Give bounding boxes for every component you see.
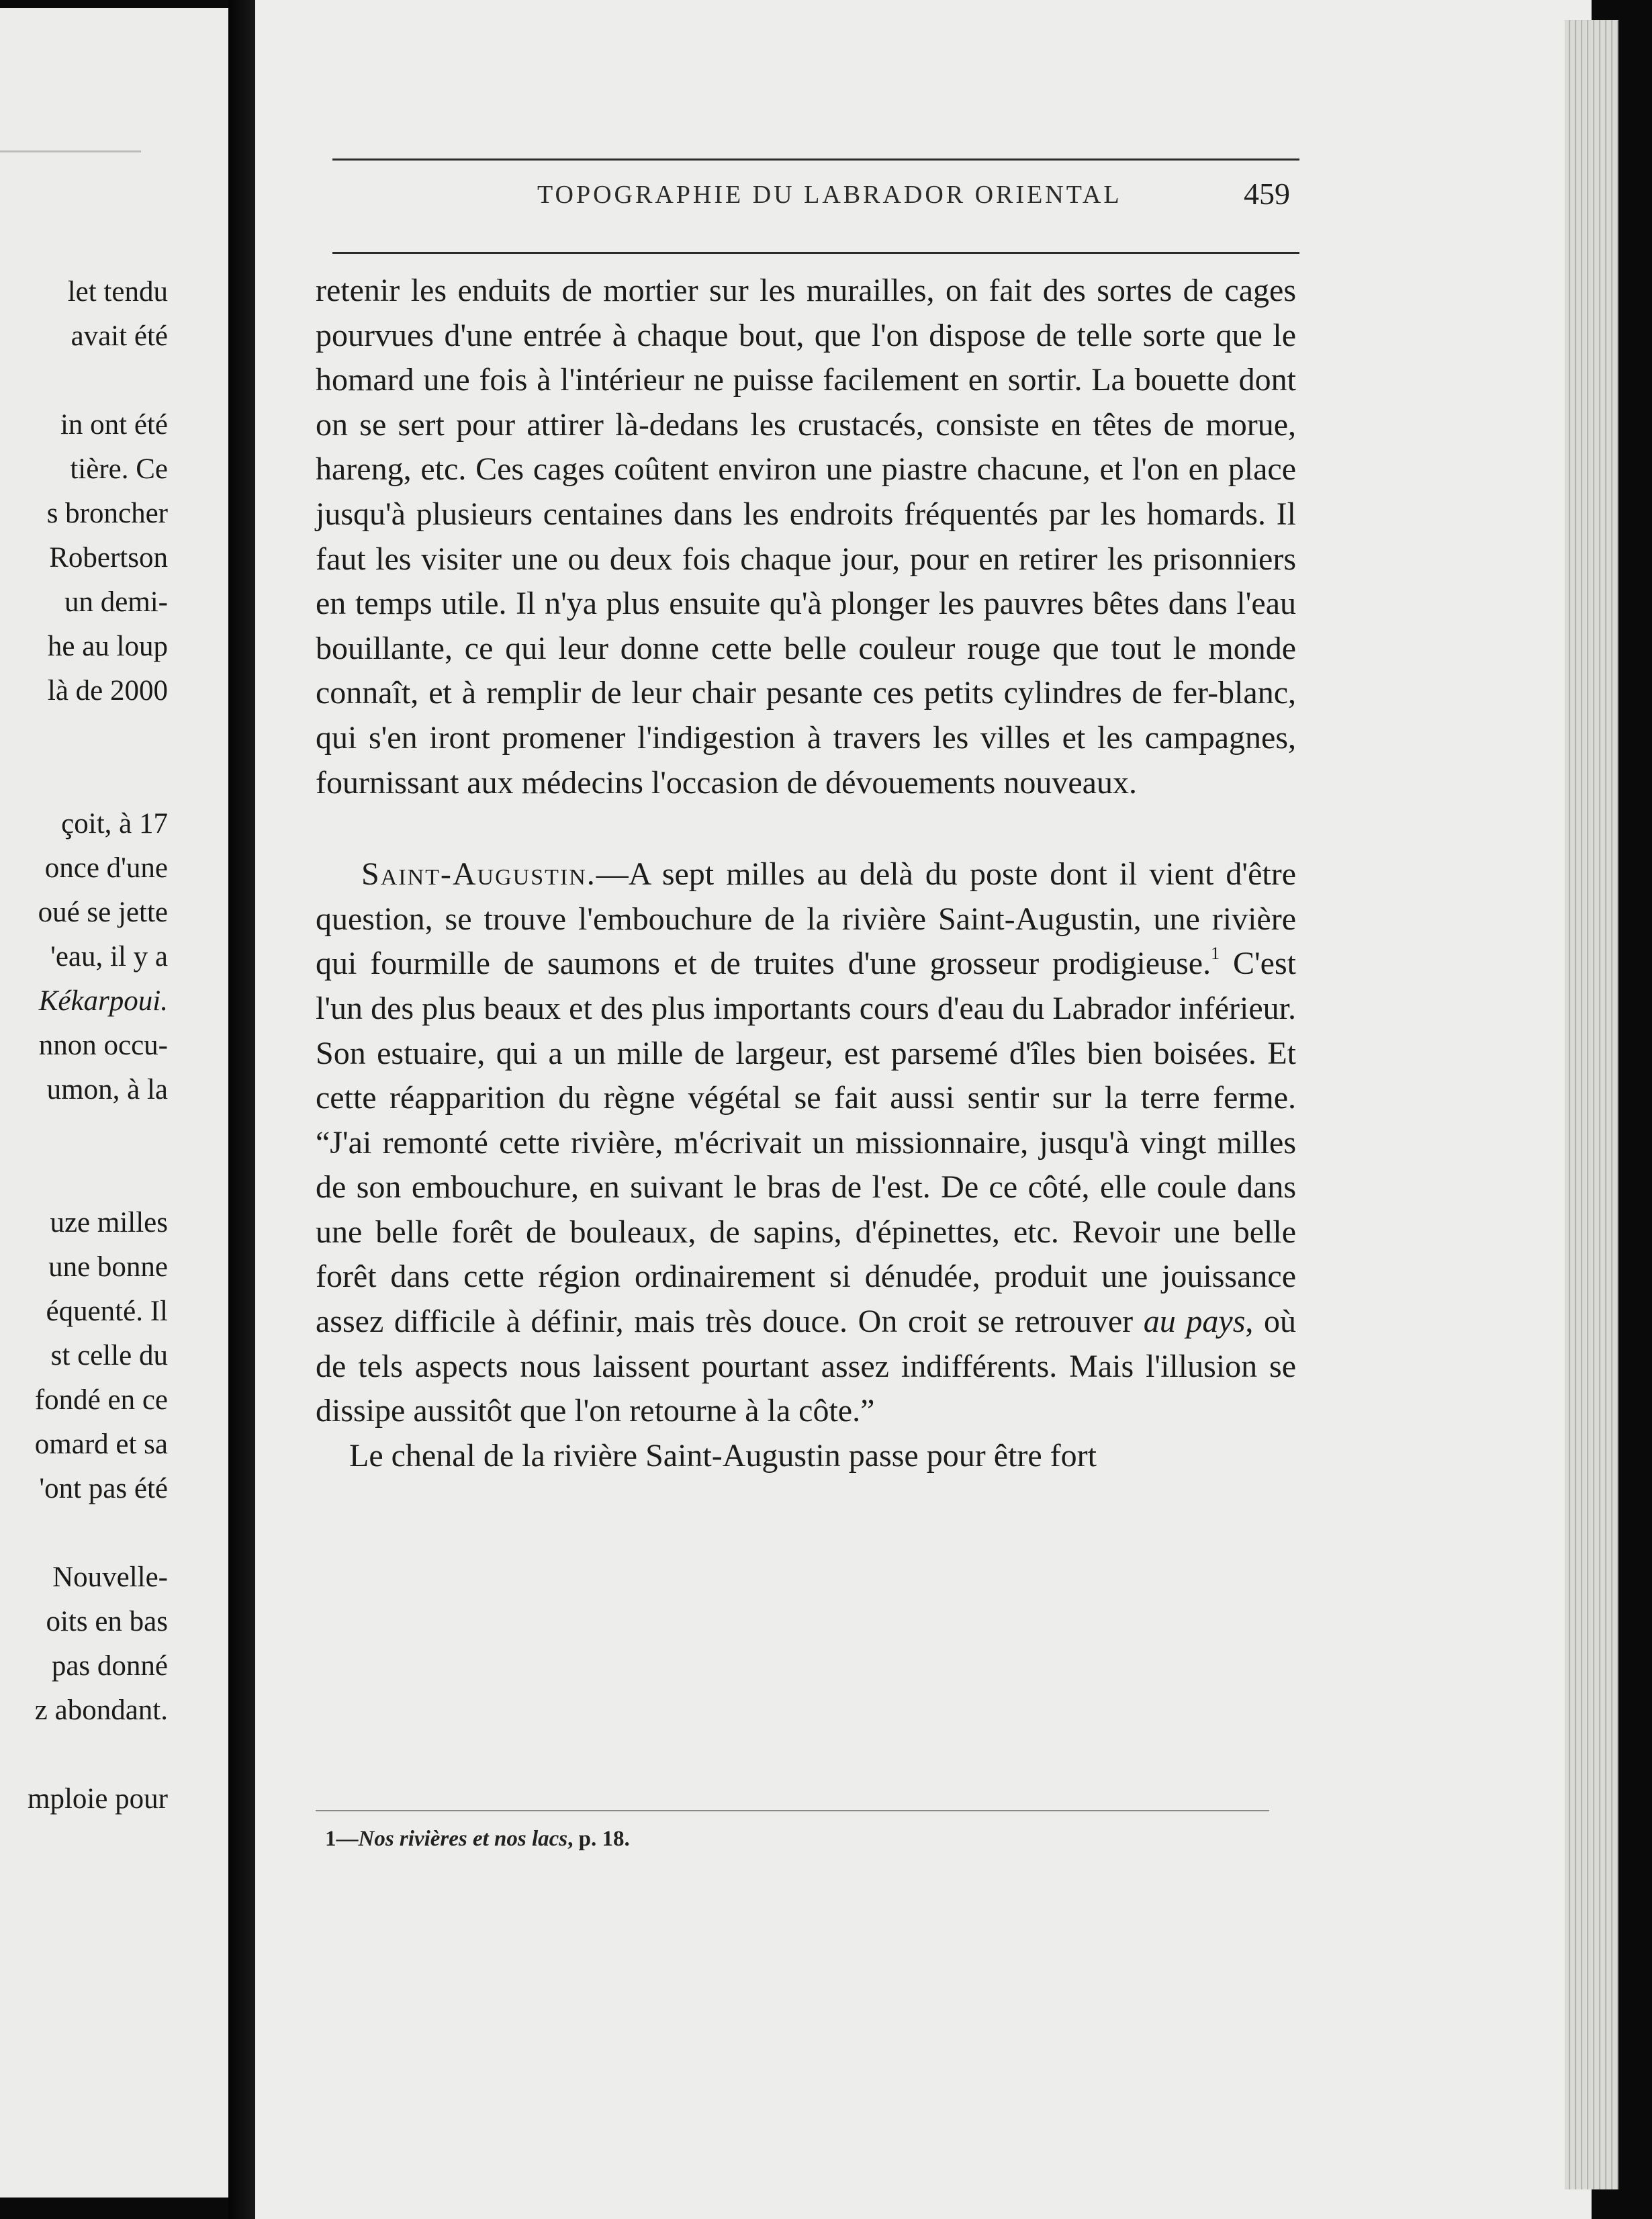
- header-rule-bottom: [332, 252, 1299, 254]
- footnote-marker: 1—: [325, 1827, 359, 1851]
- previous-page-header-rule: [0, 150, 141, 152]
- page-number: 459: [1244, 177, 1290, 211]
- previous-page-line: tière. Ce: [70, 453, 168, 485]
- previous-page-line: once d'une: [44, 852, 168, 884]
- previous-page-line: omard et sa: [34, 1429, 168, 1460]
- previous-page-line: Kékarpoui.: [38, 985, 168, 1017]
- previous-page-line: nnon occu-: [38, 1030, 168, 1061]
- page-edges: [1565, 20, 1618, 2189]
- footnote-rule: [316, 1810, 1269, 1811]
- previous-page-line: oits en bas: [46, 1606, 168, 1637]
- paragraph-1: retenir les enduits de mortier sur les murailles, on fait des sortes de cages pourvues d'une entrée à chaque bout, que l'on dispose de telle sorte que le homard une fois à l'intérieur ne puisse facilement en sortir. La bouette dont on se sert pour attirer là-dedans les crustacés, consiste en têtes de morue, hareng, etc. Ces cages coûtent environ une piastre chacune, et l'on en place jusqu'à plusieurs centaines dans les endroits fréquentés par les homards. Il faut les visiter une ou deux fois chaque jour, pour en retirer les prisonniers en temps utile. Il n'ya plus ensuite qu'à plonger les pauvres bêtes dans l'eau bouillante, ce qui leur donne cette belle couleur rouge que tout le monde connaît, et à remplir de leur chair pesante ces petits cylindres de fer-blanc, qui s'en iront promener l'indigestion à travers les villes et les campagnes, fournissant aux médecins l'occasion de dévouements nouveaux.: [316, 273, 1296, 801]
- previous-page-line: mploie pour: [28, 1783, 168, 1815]
- footnote-title: Nos rivières et nos lacs: [358, 1827, 568, 1851]
- footnote-reference: 1: [1211, 944, 1220, 964]
- previous-page-line: fondé en ce: [34, 1384, 168, 1416]
- previous-page-line: z abondant.: [34, 1694, 168, 1726]
- italic-phrase: au pays: [1143, 1304, 1246, 1340]
- previous-page-line: Nouvelle-: [52, 1561, 168, 1593]
- paragraph-2-part-a: —A sept milles au delà du poste dont il vient d'être question, se trouve l'embouchure de la rivière Saint-Augustin, une rivière qui fourmille de saumons et de truites d'une grosseur prodigieuse.: [316, 856, 1296, 982]
- paragraph-saint-augustin: [316, 852, 1296, 1434]
- paragraph-2-part-b: C'est l'un des plus beaux et des plus importants cours d'eau du Labrador inférieur. Son estuaire, qui a un mille de largeur, est parsemé d'îles bien boisées. Et cette réapparition du règne végétal se fait aussi sentir sur la terre ferme. “J'ai remonté cette rivière, m'écrivait un missionnaire, jusqu'à vingt milles de son embouchure, en suivant le bras de l'est. De ce côté, elle coule dans une belle forêt de bouleaux, de sapins, d'épinettes, etc. Revoir une belle forêt dans cette région ordinairement si dénudée, produit une jouissance assez difficile à définir, mais très douce. On croit se retrouver: [316, 946, 1296, 1340]
- header-rule-top: [332, 158, 1299, 161]
- previous-page-line: çoit, à 17: [61, 808, 168, 840]
- footnote: [325, 1827, 630, 1852]
- previous-page-line: in ont été: [60, 409, 168, 441]
- running-head: TOPOGRAPHIE DU LABRADOR ORIENTAL: [537, 181, 1122, 209]
- section-heading: Saint-Augustin.: [361, 856, 596, 893]
- previous-page-line: s broncher: [46, 498, 168, 529]
- previous-page-line: équenté. Il: [46, 1296, 168, 1327]
- previous-page-line: 'ont pas été: [39, 1473, 168, 1504]
- previous-page-line: 'eau, il y a: [50, 941, 168, 972]
- previous-page-line: let tendu: [67, 276, 168, 308]
- previous-page-line: là de 2000: [47, 675, 168, 707]
- previous-page-fragment: [0, 8, 228, 2198]
- previous-page-line: une bonne: [48, 1251, 168, 1283]
- previous-page-line: uze milles: [50, 1207, 168, 1238]
- paragraph-2-part-c: , où de tels aspects nous laissent pourtant assez indifférents. Mais l'illusion se dissipe aussitôt que l'on retourne à la côte.”: [316, 1304, 1297, 1429]
- book-gutter: [228, 0, 257, 2219]
- previous-page-line: Robertson: [49, 542, 168, 574]
- previous-page-line: umon, à la: [46, 1074, 168, 1105]
- previous-page-line: oué se jette: [38, 897, 168, 928]
- paragraph-3: Le chenal de la rivière Saint-Augustin passe pour être fort: [349, 1437, 1097, 1474]
- previous-page-line: un demi-: [64, 586, 168, 618]
- previous-page-line: he au loup: [47, 631, 168, 662]
- previous-page-line: pas donné: [51, 1650, 168, 1682]
- footnote-rest: , p. 18.: [567, 1827, 630, 1851]
- previous-page-line: st celle du: [50, 1340, 168, 1371]
- previous-page-line: avait été: [71, 320, 168, 352]
- body-text: [316, 269, 1296, 1478]
